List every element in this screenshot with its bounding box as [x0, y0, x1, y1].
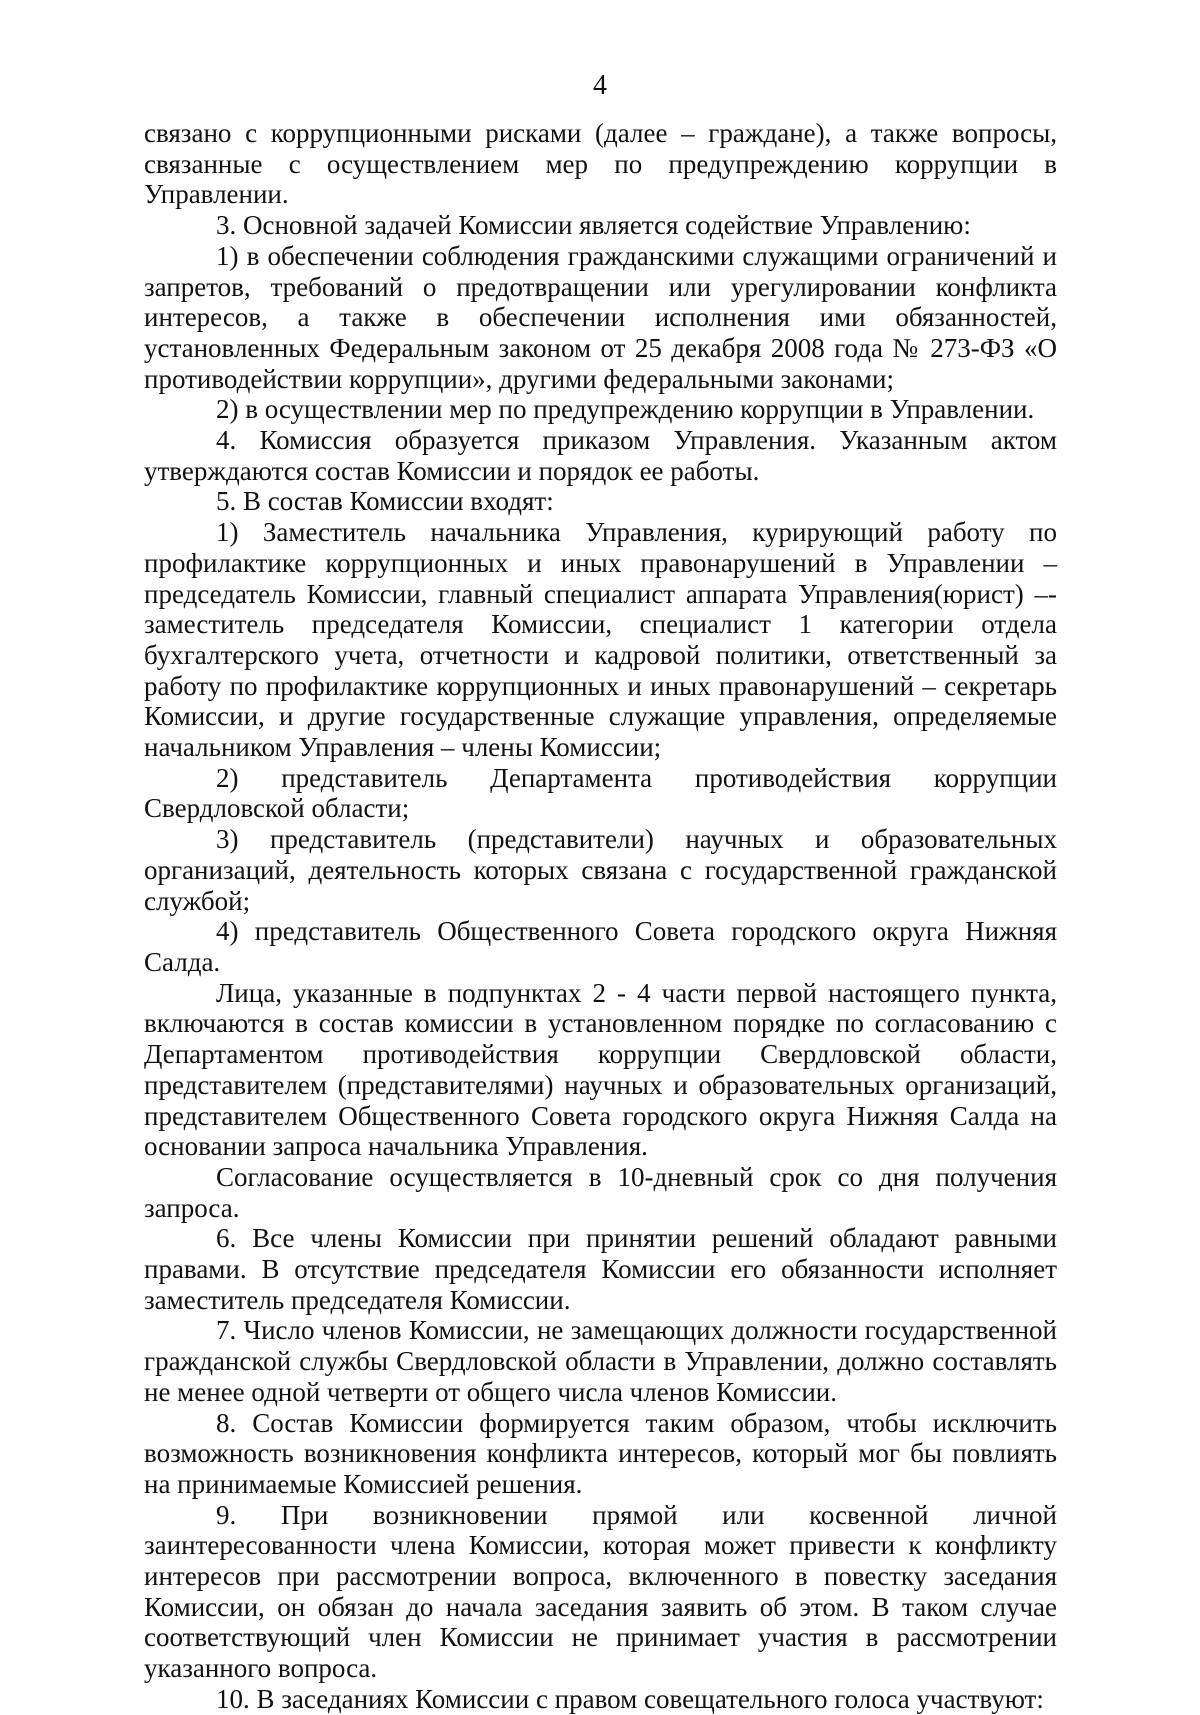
document-body: [144, 118, 1057, 1715]
paragraph-subitem-5-3: 3) представитель (представители) научных и образовательных организаций, деятельность которых связана с государственной гражданской службой;: [144, 824, 1057, 916]
paragraph-continuation: связано с коррупционными рисками (далее – граждане), а также вопросы, связанные с осуществлением мер по предупреждению коррупции в Управлении.: [144, 118, 1057, 210]
paragraph-item-8: 8. Состав Комиссии формируется таким образом, чтобы исключить возможность возникновения конфликта интересов, который мог бы повлиять на принимаемые Комиссией решения.: [144, 1407, 1057, 1499]
paragraph-subitem-3-1: 1) в обеспечении соблюдения гражданскими служащими ограничений и запретов, требований о предотвращении или урегулировании конфликта интересов, а также в обеспечении исполнения ими обязанностей, установленных Федеральным законом от 25 декабря 2008 года № 273-ФЗ «О противодействии коррупции», другими федеральными законами;: [144, 240, 1057, 394]
paragraph-item-5: 5. В состав Комиссии входят:: [216, 486, 554, 517]
paragraph-item-10: 10. В заседаниях Комиссии с правом совещательного голоса участвуют:: [216, 1683, 1044, 1714]
paragraph-item-3: 3. Основной задачей Комиссии является содействие Управлению:: [216, 210, 971, 241]
paragraph-subitem-5-1: 1) Заместитель начальника Управления, курирующий работу по профилактике коррупционных и иных правонарушений в Управлении – председатель Комиссии, главный специалист аппарата Управления(юрист) –- заместитель председателя Комиссии, специалист 1 категории отдела бухгалтерского учета, отчетности и кадровой политики, ответственный за работу по профилактике коррупционных и иных правонарушений – секретарь Комиссии, и другие государственные служащие управления, определяемые начальником Управления – члены Комиссии;: [144, 517, 1057, 763]
paragraph-item-7: 7. Число членов Комиссии, не замещающих должности государственной гражданской службы Свердловской области в Управлении, должно составлять не менее одной четверти от общего числа членов Комиссии.: [144, 1315, 1057, 1407]
paragraph-persons-note: Лица, указанные в подпунктах 2 - 4 части первой настоящего пункта, включаются в состав комиссии в установленном порядке по согласованию с Департаментом противодействия коррупции Свердловской области, представителем (представителями) научных и образовательных организаций, представителем Общественного Совета городского округа Нижняя Салда на основании запроса начальника Управления.: [144, 977, 1057, 1162]
paragraph-subitem-5-4: 4) представитель Общественного Совета городского округа Нижняя Салда.: [144, 916, 1057, 977]
paragraph-item-4: 4. Комиссия образуется приказом Управления. Указанным актом утверждаются состав Комиссии и порядок ее работы.: [144, 425, 1057, 486]
paragraph-subitem-5-2: 2) представитель Департамента противодействия коррупции Свердловской области;: [144, 762, 1057, 824]
paragraph-item-6: 6. Все члены Комиссии при принятии решений обладают равными правами. В отсутствие председателя Комиссии его обязанности исполняет заместитель председателя Комиссии.: [144, 1223, 1057, 1315]
paragraph-approval-term: Согласование осуществляется в 10-дневный срок со дня получения запроса.: [144, 1161, 1057, 1223]
page-number: 4: [593, 70, 607, 101]
paragraph-item-9: 9. При возникновении прямой или косвенной личной заинтересованности члена Комиссии, которая может привести к конфликту интересов при рассмотрении вопроса, включенного в повестку заседания Комиссии, он обязан до начала заседания заявить об этом. В таком случае соответствующий член Комиссии не принимает участия в рассмотрении указанного вопроса.: [144, 1499, 1057, 1684]
paragraph-subitem-3-2: 2) в осуществлении мер по предупреждению коррупции в Управлении.: [216, 394, 1035, 425]
